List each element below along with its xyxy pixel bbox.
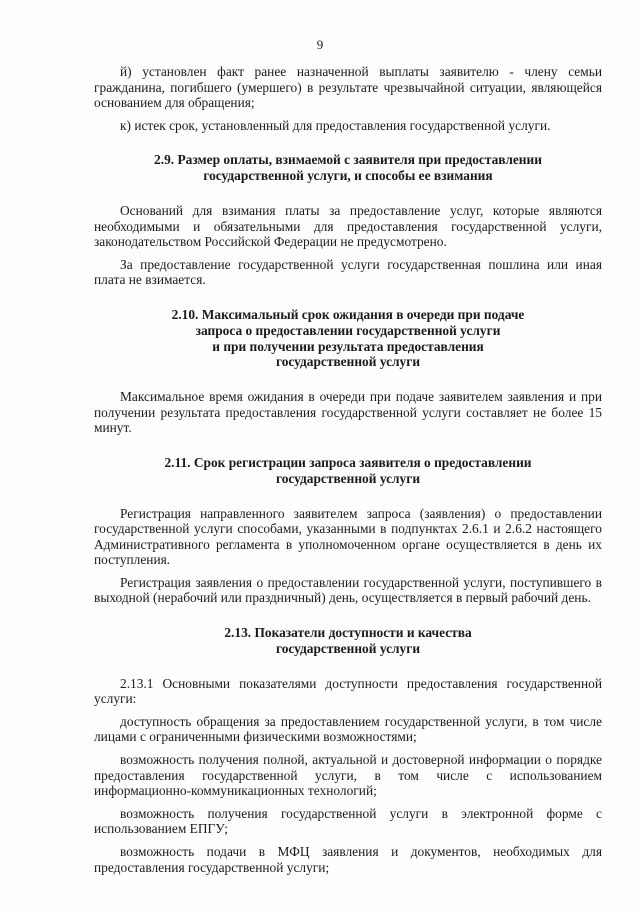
section-2-11-paragraph: Регистрация направленного заявителем запроса (заявления) о предоставлении государственной услуги способами, указанными в подпунктах 2.6.1 и 2.6.2 настоящего Административного регламента в уполномоченном органе осуществляется в день их поступления.: [94, 505, 602, 568]
heading-line: 2.9. Размер оплаты, взимаемой с заявителя при предоставлении: [154, 152, 542, 168]
section-2-13-paragraph: 2.13.1 Основными показателями доступности предоставления государственной услуги:: [94, 675, 602, 707]
heading-line: государственной услуги: [275, 354, 421, 370]
heading-line: 2.11. Срок регистрации запроса заявителя о предоставлении: [164, 454, 532, 470]
heading-line: 2.13. Показатели доступности и качества: [224, 625, 472, 641]
section-2-11-heading: [94, 455, 602, 487]
section-2-13-heading: [94, 625, 602, 657]
section-2-10-heading: [94, 307, 602, 370]
list-item-i: й) установлен факт ранее назначенной выплаты заявителю - члену семьи гражданина, погибшего (умершего) в результате чрезвычайной ситуации, являющейся основанием для обращения;: [94, 64, 602, 111]
page-body: [94, 64, 602, 875]
heading-line: и при получении результата предоставления: [212, 338, 484, 354]
page-number: 9: [316, 37, 324, 52]
section-2-13-paragraph: возможность получения полной, актуальной и достоверной информации о порядке предоставления государственной услуги, в том числе с использованием информационно-коммуникационных технологий;: [94, 752, 602, 799]
section-2-13-paragraph: доступность обращения за предоставлением государственной услуги, в том числе лицами с ограниченными физическими возможностями;: [94, 713, 602, 745]
section-2-11-paragraph: Регистрация заявления о предоставлении государственной услуги, поступившего в выходной (нерабочий или праздничный) день, осуществляется в первый рабочий день.: [94, 574, 602, 606]
heading-line: 2.10. Максимальный срок ожидания в очереди при подаче: [171, 306, 525, 322]
section-2-9-heading: [94, 152, 602, 184]
heading-line: государственной услуги: [275, 640, 421, 656]
list-item-k: к) истек срок, установленный для предоставления государственной услуги.: [120, 117, 551, 133]
section-2-13-paragraph: возможность получения государственной услуги в электронной форме с использованием ЕПГУ;: [94, 805, 602, 837]
section-2-10-paragraph: Максимальное время ожидания в очереди при подаче заявителем заявления и при получении результата предоставления государственной услуги составляет не более 15 минут.: [94, 389, 602, 436]
heading-line: запроса о предоставлении государственной услуги: [195, 322, 501, 338]
heading-line: государственной услуги, и способы ее взимания: [203, 168, 493, 184]
section-2-9-paragraph: За предоставление государственной услуги государственная пошлина или иная плата не взимается.: [94, 256, 602, 288]
section-2-9-paragraph: Оснований для взимания платы за предоставление услуг, которые являются необходимыми и обязательными для предоставления государственной услуги, законодательством Российской Федерации не предусмотрено.: [94, 202, 602, 250]
section-2-13-paragraph: возможность подачи в МФЦ заявления и документов, необходимых для предоставления государственной услуги;: [94, 844, 602, 875]
heading-line: государственной услуги: [275, 470, 421, 486]
